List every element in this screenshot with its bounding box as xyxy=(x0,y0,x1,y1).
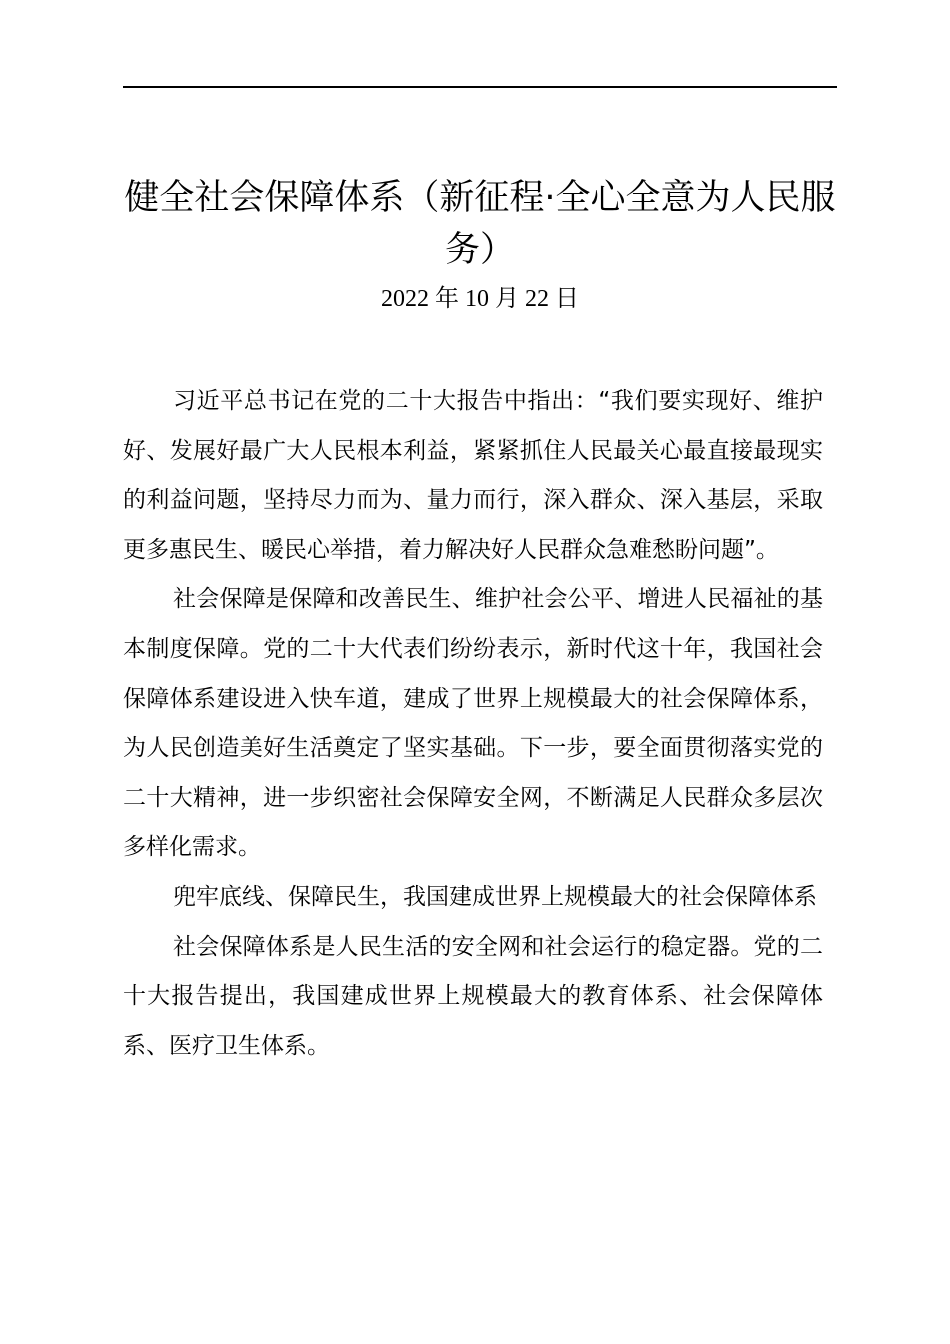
paragraph: 社会保障体系是人民生活的安全网和社会运行的稳定器。党的二十大报告提出，我国建成世界上规模最大的教育体系、社会保障体系、医疗卫生体系。 xyxy=(123,933,823,1059)
publish-date: 2022 年 10 月 22 日 xyxy=(381,286,579,312)
document-body xyxy=(123,377,823,1071)
header-rule xyxy=(123,86,837,88)
document-title: 健全社会保障体系（新征程·全心全意为人民服务） xyxy=(124,178,836,270)
section-heading: 兜牢底线、保障民生，我国建成世界上规模最大的社会保障体系 xyxy=(173,883,817,910)
paragraph: 习近平总书记在党的二十大报告中指出：“我们要实现好、维护好、发展好最广大人民根本利益，紧紧抓住人民最关心最直接最现实的利益问题，坚持尽力而为、量力而行，深入群众、深入基层，采取更多惠民生、暖民心举措，着力解决好人民群众急难愁盼问题”。 xyxy=(123,388,823,563)
paragraph: 社会保障是保障和改善民生、维护社会公平、增进人民福祉的基本制度保障。党的二十大代表们纷纷表示，新时代这十年，我国社会保障体系建设进入快车道，建成了世界上规模最大的社会保障体系，为人民创造美好生活奠定了坚实基础。下一步，要全面贯彻落实党的二十大精神，进一步织密社会保障安全网，不断满足人民群众多层次多样化需求。 xyxy=(123,586,823,861)
